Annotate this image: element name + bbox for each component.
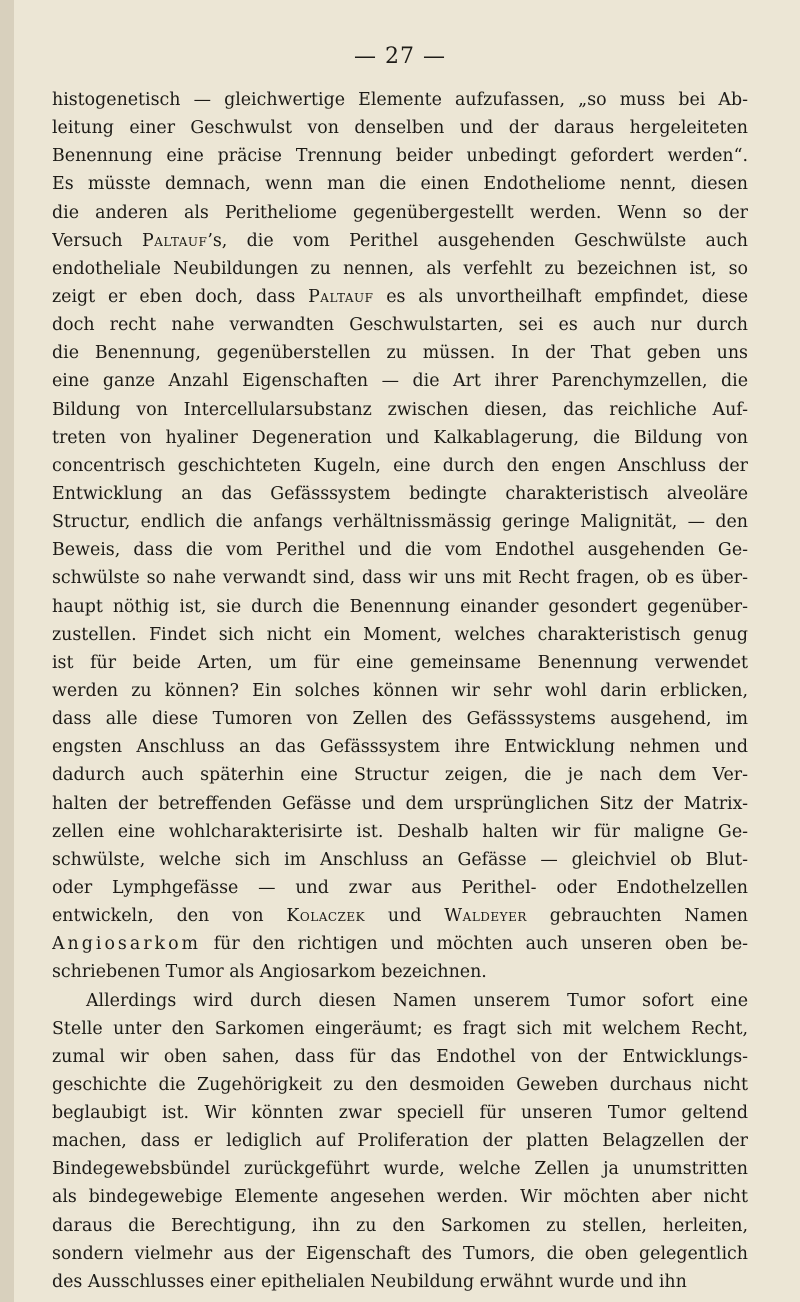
text-line	[52, 958, 748, 986]
paragraph	[52, 86, 748, 987]
line-text: werden zu können? Ein solches können wir sehr wohl darin erblicken,	[52, 680, 748, 701]
text-line	[52, 199, 748, 227]
line-text: und	[365, 906, 445, 927]
line-text: daraus die Berechtigung, ihn zu den Sarkomen zu stellen, herleiten,	[52, 1215, 748, 1236]
line-text: die Benennung, gegenüberstellen zu müssen. In der That geben uns	[52, 343, 748, 364]
line-text: concentrisch geschichteten Kugeln, eine durch den engen Anschluss der	[52, 455, 748, 476]
line-text: haupt nöthig ist, sie durch die Benennung einander gesondert gegenüber-	[52, 596, 748, 617]
line-text: dass alle diese Tumoren von Zellen des Gefässsystems ausgehend, im	[52, 709, 748, 730]
line-text: des Ausschlusses einer epithelialen Neubildung erwähnt wurde und ihn	[52, 1271, 687, 1292]
line-text: dadurch auch späterhin eine Structur zeigen, die je nach dem Ver-	[52, 765, 748, 786]
text-line	[52, 508, 748, 536]
text-line	[52, 1099, 748, 1127]
line-text: die anderen als Peritheliome gegenübergestellt werden. Wenn so der	[52, 202, 748, 223]
line-text: Stelle unter den Sarkomen eingeräumt; es fragt sich mit welchem Recht,	[52, 1018, 748, 1039]
line-text: schwülste so nahe verwandt sind, dass wir uns mit Recht fragen, ob es über-	[52, 568, 748, 589]
name-text: Angiosarkom	[52, 934, 202, 955]
line-text: machen, dass er lediglich auf Proliferation der platten Belagzellen der	[52, 1131, 748, 1152]
text-line	[52, 1127, 748, 1155]
line-text: zellen eine wohlcharakterisirte ist. Deshalb halten wir für maligne Ge-	[52, 821, 748, 842]
text-line	[52, 621, 748, 649]
text-line	[52, 1043, 748, 1071]
text-line	[52, 1268, 748, 1296]
line-text: halten der betreffenden Gefässe und dem ursprünglichen Sitz der Matrix-	[52, 793, 748, 814]
page-edge-shadow	[0, 0, 14, 1302]
text-line	[52, 367, 748, 395]
paragraph	[52, 987, 748, 1297]
name-text: Waldeyer	[444, 906, 527, 927]
text-line	[52, 593, 748, 621]
text-line	[52, 536, 748, 564]
name-text: Paltauf	[142, 230, 208, 251]
line-text: schwülste, welche sich im Anschluss an Gefässe — gleichviel ob Blut-	[52, 849, 748, 870]
text-line	[52, 1155, 748, 1183]
line-text: Structur, endlich die anfangs verhältnissmässig geringe Malignität, — den	[52, 512, 748, 533]
line-text: Bindegewebsbündel zurückgeführt wurde, welche Zellen ja unumstritten	[52, 1159, 748, 1180]
text-line	[52, 283, 748, 311]
text-line	[52, 761, 748, 789]
text-line	[52, 649, 748, 677]
line-text: eine ganze Anzahl Eigenschaften — die Art ihrer Parenchymzellen, die	[52, 371, 748, 392]
text-line	[52, 1015, 748, 1043]
text-line	[52, 705, 748, 733]
text-line	[52, 846, 748, 874]
text-line	[52, 564, 748, 592]
text-line	[52, 142, 748, 170]
line-text: treten von hyaliner Degeneration und Kalkablagerung, die Bildung von	[52, 427, 748, 448]
text-line	[52, 396, 748, 424]
text-line	[52, 1183, 748, 1211]
text-line	[52, 790, 748, 818]
text-line	[52, 930, 748, 958]
text-line	[52, 902, 748, 930]
text-line	[52, 677, 748, 705]
line-text: oder Lymphgefässe — und zwar aus Perithel- oder Endothelzellen	[52, 877, 748, 898]
line-text: Entwicklung an das Gefässsystem bedingte charakteristisch alveoläre	[52, 483, 748, 504]
line-text: entwickeln, den von	[52, 906, 287, 927]
line-text: beglaubigt ist. Wir könnten zwar speciell für unseren Tumor geltend	[52, 1103, 748, 1124]
text-line	[52, 480, 748, 508]
text-line	[52, 86, 748, 114]
line-text: Es müsste demnach, wenn man die einen Endotheliome nennt, diesen	[52, 174, 748, 195]
line-text: Allerdings wird durch diesen Namen unserem Tumor sofort eine	[86, 990, 748, 1011]
line-text: histogenetisch — gleichwertige Elemente aufzufassen, „so muss bei Ab-	[52, 90, 748, 110]
text-line	[52, 1071, 748, 1099]
text-line	[52, 987, 748, 1015]
text-line	[52, 311, 748, 339]
text-line	[52, 733, 748, 761]
line-text: Benennung eine präcise Trennung beider unbedingt gefordert werden“.	[52, 146, 748, 167]
name-text: Paltauf	[308, 286, 374, 307]
text-line	[52, 227, 748, 255]
text-line	[52, 339, 748, 367]
line-text: Versuch	[52, 230, 142, 251]
line-text: zeigt er eben doch, dass	[52, 286, 309, 307]
line-text: ist für beide Arten, um für eine gemeinsame Benennung verwendet	[52, 652, 748, 673]
line-text: endotheliale Neubildungen zu nennen, als verfehlt zu bezeichnen ist, so	[52, 258, 748, 279]
line-text: engsten Anschluss an das Gefässsystem ihre Entwicklung nehmen und	[52, 737, 748, 758]
line-text: geschichte die Zugehörigkeit zu den desmoiden Geweben durchaus nicht	[52, 1074, 748, 1095]
line-text: doch recht nahe verwandten Geschwulstarten, sei es auch nur durch	[52, 315, 748, 336]
text-line	[52, 170, 748, 198]
text-line	[52, 255, 748, 283]
text-line	[52, 818, 748, 846]
text-line	[52, 1240, 748, 1268]
line-text: es als unvortheilhaft empfindet, diese	[373, 286, 748, 307]
text-line	[52, 114, 748, 142]
text-line	[52, 874, 748, 902]
line-text: zustellen. Findet sich nicht ein Moment, welches charakteristisch genug	[52, 624, 748, 645]
text-line	[52, 452, 748, 480]
line-text: als bindegewebige Elemente angesehen werden. Wir möchten aber nicht	[52, 1187, 748, 1208]
line-text: Bildung von Intercellularsubstanz zwischen diesen, das reichliche Auf-	[52, 399, 748, 420]
line-text: Beweis, dass die vom Perithel und die vom Endothel ausgehenden Ge-	[52, 540, 748, 561]
line-text: gebrauchten Namen	[526, 906, 748, 927]
text-line	[52, 424, 748, 452]
text-line	[52, 1212, 748, 1240]
body-text	[52, 86, 748, 1296]
line-text: für den richtigen und möchten auch unseren oben be-	[201, 934, 748, 955]
line-text: zumal wir oben sahen, dass für das Endothel von der Entwicklungs-	[52, 1046, 748, 1067]
page-number: — 27 —	[354, 44, 446, 69]
line-text: ’s, die vom Perithel ausgehenden Geschwülste auch	[207, 230, 748, 251]
line-text: sondern vielmehr aus der Eigenschaft des Tumors, die oben gelegentlich	[52, 1243, 748, 1264]
name-text: Kolaczek	[286, 906, 366, 927]
line-text: schriebenen Tumor als Angiosarkom bezeichnen.	[52, 962, 487, 983]
line-text: leitung einer Geschwulst von denselben und der daraus hergeleiteten	[52, 118, 748, 139]
